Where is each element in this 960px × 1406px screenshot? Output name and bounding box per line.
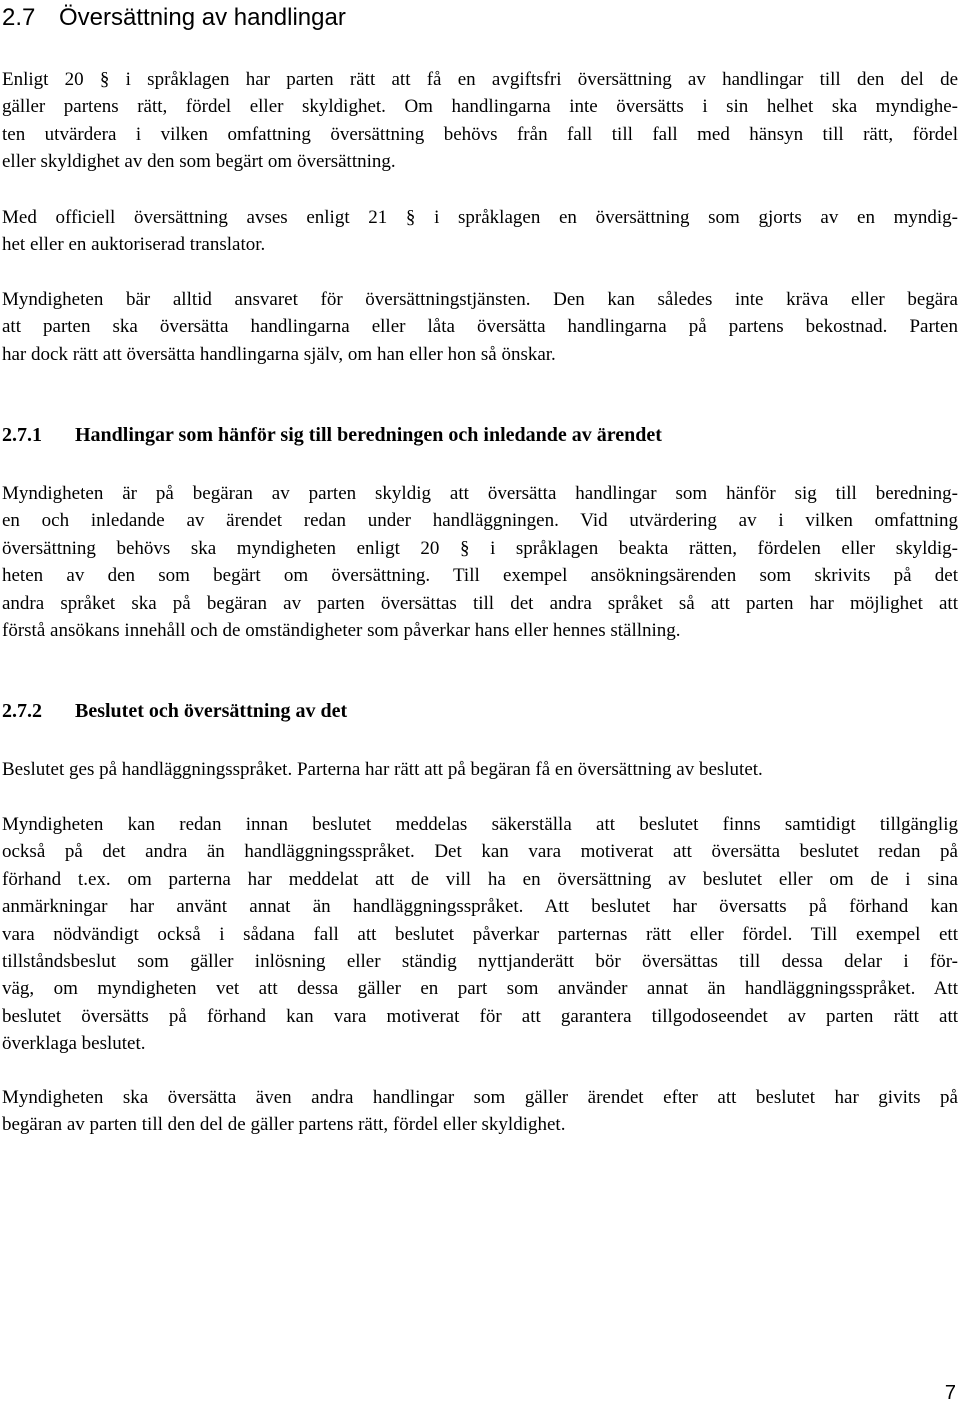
- section-title: Översättning av handlingar: [59, 4, 346, 31]
- text-line: heten av den som begärt om översättning. Till exempel ansökningsärenden som skrivits på det: [2, 565, 958, 587]
- page-number: 7: [944, 1382, 956, 1404]
- paragraph-free-translation-right: [2, 66, 958, 176]
- subsection-number: 2.7.1: [2, 424, 42, 446]
- text-line: gäller partens rätt, fördel eller skyldighet. Om handlingarna inte översätts i sin helhet ska myndighe-: [2, 96, 958, 118]
- text-line: tillståndsbeslut som gäller inlösning eller ständig nyttjanderätt bör översättas till dessa delar i för-: [2, 951, 958, 973]
- text-line: överklaga beslutet.: [2, 1033, 146, 1055]
- text-line: förhand t.ex. om parterna har meddelat att de vill ha en översättning av beslutet eller om de i sina: [2, 868, 958, 890]
- text-line: Beslutet ges på handläggningsspråket. Parterna har rätt att på begäran få en översättning av beslutet.: [2, 759, 763, 780]
- subsection-number: 2.7.2: [2, 700, 42, 722]
- paragraph-other-documents: [2, 1084, 958, 1139]
- text-line: vara nödvändigt också i sådana fall att beslutet påverkar parternas rätt eller fördel. Till exempel ett: [2, 923, 958, 945]
- paragraph-official-translation: [2, 204, 958, 259]
- text-line: begäran av parten till den del de gäller partens rätt, fördel eller skyldighet.: [2, 1114, 566, 1136]
- subsection-title: Handlingar som hänför sig till beredningen och inledande av ärendet: [75, 424, 662, 446]
- text-line: beslutet översätts på förhand kan vara motiverat för att garantera tillgodoseendet av parten rätt att: [2, 1005, 958, 1027]
- text-line: Myndigheten är på begäran av parten skyldig att översätta handlingar som hänför sig till beredning-: [2, 483, 958, 504]
- subsection-heading-2-7-2: [2, 697, 347, 725]
- section-number: 2.7: [2, 4, 36, 31]
- text-line: översättning behövs ska myndigheten enligt 20 § i språklagen beakta rätten, fördelen eller skyldig-: [2, 537, 958, 559]
- subsection-title: Beslutet och översättning av det: [75, 700, 348, 722]
- text-line: anmärkningar har använt annat än handläggningsspråket. Att beslutet har översatts på förhand kan: [2, 896, 958, 918]
- text-line: het eller en auktoriserad translator.: [2, 234, 266, 256]
- paragraph-preparation-documents: [2, 480, 958, 644]
- text-line: Myndigheten kan redan innan beslutet meddelas säkerställa att beslutet finns samtidigt tillgänglig: [2, 814, 958, 835]
- subsection-heading-2-7-1: [2, 421, 662, 449]
- text-line: också på det andra än handläggningsspråket. Det kan vara motiverat att översätta beslutet redan på: [2, 841, 958, 863]
- text-line: Myndigheten bär alltid ansvaret för översättningstjänsten. Den kan således inte kräva eller begära: [2, 289, 958, 310]
- paragraph-decision-translation-in-advance: [2, 811, 958, 1058]
- text-line: Enligt 20 § i språklagen har parten rätt att få en avgiftsfri översättning av handlingar till den del de: [2, 69, 958, 90]
- text-line: en och inledande av ärendet redan under handläggningen. Vid utvärdering av i vilken omfattning: [2, 510, 958, 532]
- text-line: ten utvärdera i vilken omfattning översättning behövs från fall till fall med hänsyn till rätt, fördel: [2, 123, 958, 145]
- text-line: förstå ansökans innehåll och de omständigheter som påverkar hans eller hennes ställning.: [2, 620, 681, 642]
- text-line: andra språket ska på begäran av parten översättas till det andra språket så att parten har möjlighet att: [2, 592, 958, 614]
- text-line: väg, om myndigheten vet att dessa gäller en part som använder annat än handläggningsspråket. Att: [2, 978, 958, 1000]
- paragraph-decision-language: [2, 756, 958, 783]
- text-line: Med officiell översättning avses enligt 21 § i språklagen en översättning som gjorts av en myndig-: [2, 207, 958, 228]
- text-line: Myndigheten ska översätta även andra handlingar som gäller ärendet efter att beslutet har givits på: [2, 1087, 958, 1108]
- paragraph-authority-responsibility: [2, 286, 958, 368]
- text-line: att parten ska översätta handlingarna eller låta översätta handlingarna på partens bekostnad. Parten: [2, 316, 958, 338]
- section-heading: [2, 2, 346, 34]
- text-line: har dock rätt att översätta handlingarna själv, om han eller hon så önskar.: [2, 343, 556, 365]
- text-line: eller skyldighet av den som begärt om översättning.: [2, 151, 396, 173]
